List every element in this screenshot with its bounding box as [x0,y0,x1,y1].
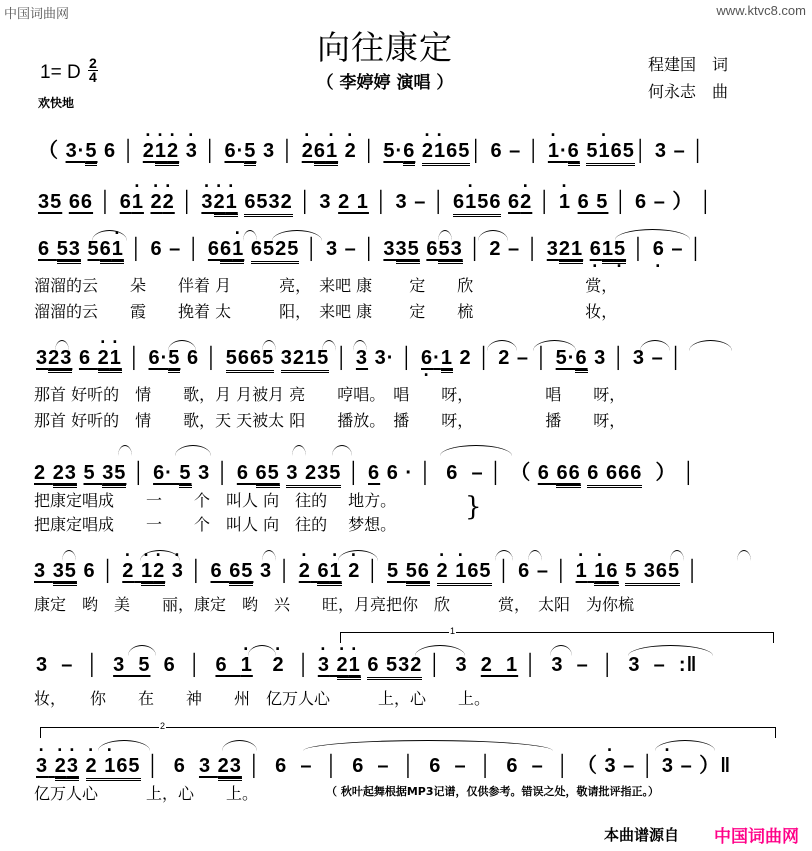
time-denominator: 4 [89,69,97,85]
lyric-line-5-verse-1: 把康定唱成 一 个 叫人 向 往的 地方。 [34,491,397,510]
time-numerator: 2 [89,55,97,71]
first-ending-number: 1 [450,626,456,636]
lyric-line-4-verse-2: 那首 好听的 情 歌，天 天被太 阳 播放。 播 呀， 播 呀， [34,411,626,430]
score-line-8: · 3 · 2· 3 · 2 · 165 │ 6 3 23 │ 6 – │ 6 – │ 6 – │ 6 – │ （ · 3 – │ · 3 – ）‖ [36,749,731,778]
score-line-1: （ 3·5 6 │ · 2· 1· 2 · 3 │ 6·5 3 │ · 26· 1 · 2 │ 5·6 · 2· 165│ 6 – │ · 1·6 5· 165│ 3 – │ [38,134,706,163]
score-line-4: 323 6 · 2· 1 │ 6·5 6 │ 5665 3215 │ 3 3· │ 6 ··1 2 │ 2 – │ 5·6 3 │ 3 – │ [36,347,684,370]
slur [440,445,512,456]
source-label: 本曲谱源自 [604,826,680,844]
key-signature: 1= D [40,62,81,83]
lyric-line-8: 亿万人心 上，心 上。 [34,784,259,803]
lyric-line-3-verse-1: 溜溜的云 朵 伴着 月 亮， 来吧 康 定 欣 赏， [34,276,618,295]
score-line-7: 3 – │ 3 5 6 │ 6 · 1 · 2 │ · 3 · 2· 1 6 532 │ 3 2 1 │ 3 – │ 3 – :‖ [36,654,698,677]
slur [689,340,732,351]
score-line-3: 6 53 56· 1 │ 6 – │ 66· 1 6525 │ 3 – │ 335 653 │ 2 – │ 321 6 ·15 · │ 6 · – │ [38,238,704,261]
composer-credit: 何永志 曲 [648,82,729,101]
slur [175,445,211,456]
song-title: 向往康定 [317,28,453,67]
lyric-line-6: 康定 哟 美 丽，康定 哟 兴 旺，月亮把你 欣 赏， 太阳 为你梳 [34,595,635,614]
slur [292,445,306,456]
score-line-2: 35 66 │ 6· 1 · 2· 2 │ · 3· 2· 1 6532 │ 3 2 1 │ 3 – │ 6· 156 6· 2 │ · 1 6 5 │ 6 – ） │ [38,185,713,214]
verse-brace: } [465,492,482,522]
time-signature [88,57,98,84]
score-line-5: 2 23 5 35 │ 6· 5 3 │ 6 65 3 235 │ 6 6 · │ 6 – │ （ 6 66 6 666 ） │ [34,456,697,485]
score-line-6: 3 35 6 │ · 2 · 1· 2 · 3 │ 6 65 3 │ · 2 6· 1 · 2 │ 5 56 · 2 · 165 │ 6 – │ · 1 · 16 5 365 │ [34,560,700,583]
lyric-line-5-verse-2: 把康定唱成 一 个 叫人 向 往的 梦想。 [34,515,397,534]
performer: （ 李婷婷 演唱 ） [316,73,454,93]
transcriber-note: （ 秋叶起舞根据MP3记谱，仅供参考。错误之处，敬请批评指正。） [326,785,659,798]
lyric-line-7: 妆， 你 在 神 州 亿万人心 上，心 上。 [34,689,491,708]
second-ending-number: 2 [160,721,166,731]
slur [737,550,751,561]
first-ending-bracket [340,626,774,643]
lyric-line-4-verse-1: 那首 好听的 情 歌，月 月被月 亮 哼唱。 唱 呀， 唱 呀， [34,385,626,404]
lyric-line-3-verse-2: 溜溜的云 霞 挽着 太 阳， 来吧 康 定 梳 妆， [34,302,618,321]
source-brand-link[interactable]: 中国词曲网 [714,827,799,847]
slur [332,445,352,456]
site-url-watermark: www.ktvc8.com [716,3,806,18]
site-name-watermark: 中国词曲网 [4,7,70,22]
slur [118,445,132,456]
tempo-marking: 欢快地 [38,96,75,110]
second-ending-bracket [40,721,776,738]
lyricist-credit: 程建国 词 [648,55,729,74]
